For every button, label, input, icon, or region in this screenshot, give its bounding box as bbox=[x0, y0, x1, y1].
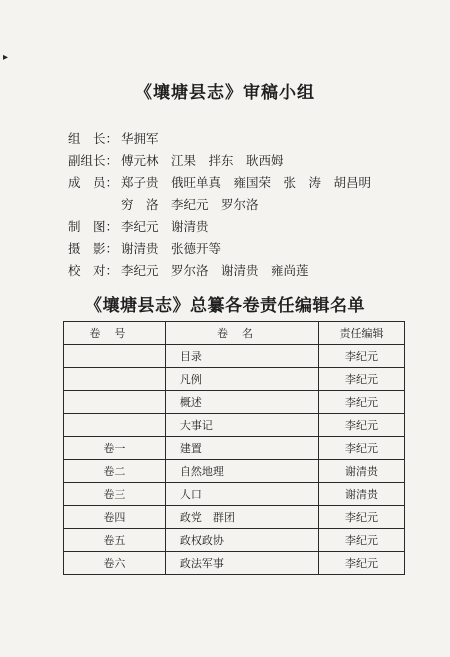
cell-name: 人口 bbox=[165, 483, 318, 506]
table-row bbox=[64, 483, 405, 506]
cell-volume bbox=[64, 345, 166, 368]
cell-name: 自然地理 bbox=[165, 460, 318, 483]
cell-editor: 李纪元 bbox=[319, 345, 405, 368]
table-row bbox=[64, 368, 405, 391]
margin-mark: ▸ bbox=[3, 52, 9, 63]
member-row bbox=[68, 260, 428, 282]
cell-name: 政权政协 bbox=[165, 529, 318, 552]
table-row bbox=[64, 391, 405, 414]
member-names: 李纪元 谢清贵 bbox=[121, 219, 209, 234]
cell-name: 大事记 bbox=[165, 414, 318, 437]
cell-name: 凡例 bbox=[165, 368, 318, 391]
table-row bbox=[64, 552, 405, 575]
cell-editor: 李纪元 bbox=[319, 368, 405, 391]
header-volume: 卷号 bbox=[64, 322, 166, 345]
review-group-members bbox=[68, 128, 428, 282]
table-row bbox=[64, 414, 405, 437]
cell-volume: 卷二 bbox=[64, 460, 166, 483]
header-name: 卷名 bbox=[165, 322, 318, 345]
cell-volume bbox=[64, 368, 166, 391]
member-role: 成 员： bbox=[68, 175, 119, 190]
cell-volume: 卷五 bbox=[64, 529, 166, 552]
member-names: 穷 洛 李纪元 罗尔洛 bbox=[121, 197, 259, 212]
member-row bbox=[68, 128, 428, 150]
member-role: 校 对： bbox=[68, 263, 119, 278]
cell-editor: 李纪元 bbox=[319, 552, 405, 575]
cell-volume: 卷四 bbox=[64, 506, 166, 529]
cell-editor: 李纪元 bbox=[319, 529, 405, 552]
member-names: 郑子贵 俄旺单真 雍国荣 张 涛 胡昌明 bbox=[121, 175, 372, 190]
member-row bbox=[68, 238, 428, 260]
table-row bbox=[64, 460, 405, 483]
cell-volume bbox=[64, 391, 166, 414]
table-row bbox=[64, 506, 405, 529]
table-row bbox=[64, 529, 405, 552]
member-role: 组 长： bbox=[68, 131, 119, 146]
cell-name: 政党 群团 bbox=[165, 506, 318, 529]
member-row bbox=[68, 216, 428, 238]
member-names: 傅元林 江果 拌东 耿西姆 bbox=[121, 153, 284, 168]
table-row bbox=[64, 437, 405, 460]
cell-editor: 李纪元 bbox=[319, 414, 405, 437]
cell-editor: 李纪元 bbox=[319, 391, 405, 414]
table-header-row bbox=[64, 322, 405, 345]
table-row bbox=[64, 345, 405, 368]
cell-editor: 李纪元 bbox=[319, 506, 405, 529]
cell-volume: 卷一 bbox=[64, 437, 166, 460]
member-names: 李纪元 罗尔洛 谢清贵 雍尚莲 bbox=[121, 263, 309, 278]
cell-name: 概述 bbox=[165, 391, 318, 414]
member-row bbox=[68, 194, 428, 216]
cell-volume: 卷六 bbox=[64, 552, 166, 575]
member-role: 副组长： bbox=[68, 153, 119, 168]
cell-editor: 谢清贵 bbox=[319, 483, 405, 506]
cell-volume: 卷三 bbox=[64, 483, 166, 506]
header-editor: 责任编辑 bbox=[319, 322, 405, 345]
member-role bbox=[68, 194, 121, 216]
cell-name: 目录 bbox=[165, 345, 318, 368]
cell-editor: 李纪元 bbox=[319, 437, 405, 460]
editors-table-title: 《壤塘县志》总纂各卷责任编辑名单 bbox=[85, 296, 365, 316]
member-names: 谢清贵 张德开等 bbox=[121, 241, 222, 256]
member-role: 制 图： bbox=[68, 219, 119, 234]
cell-volume bbox=[64, 414, 166, 437]
review-group-title: 《壤塘县志》审稿小组 bbox=[135, 83, 315, 103]
editors-table bbox=[63, 321, 405, 575]
cell-name: 建置 bbox=[165, 437, 318, 460]
member-row bbox=[68, 172, 428, 194]
cell-name: 政法军事 bbox=[165, 552, 318, 575]
member-role: 摄 影： bbox=[68, 241, 119, 256]
cell-editor: 谢清贵 bbox=[319, 460, 405, 483]
member-row bbox=[68, 150, 428, 172]
member-names: 华拥军 bbox=[121, 131, 159, 146]
